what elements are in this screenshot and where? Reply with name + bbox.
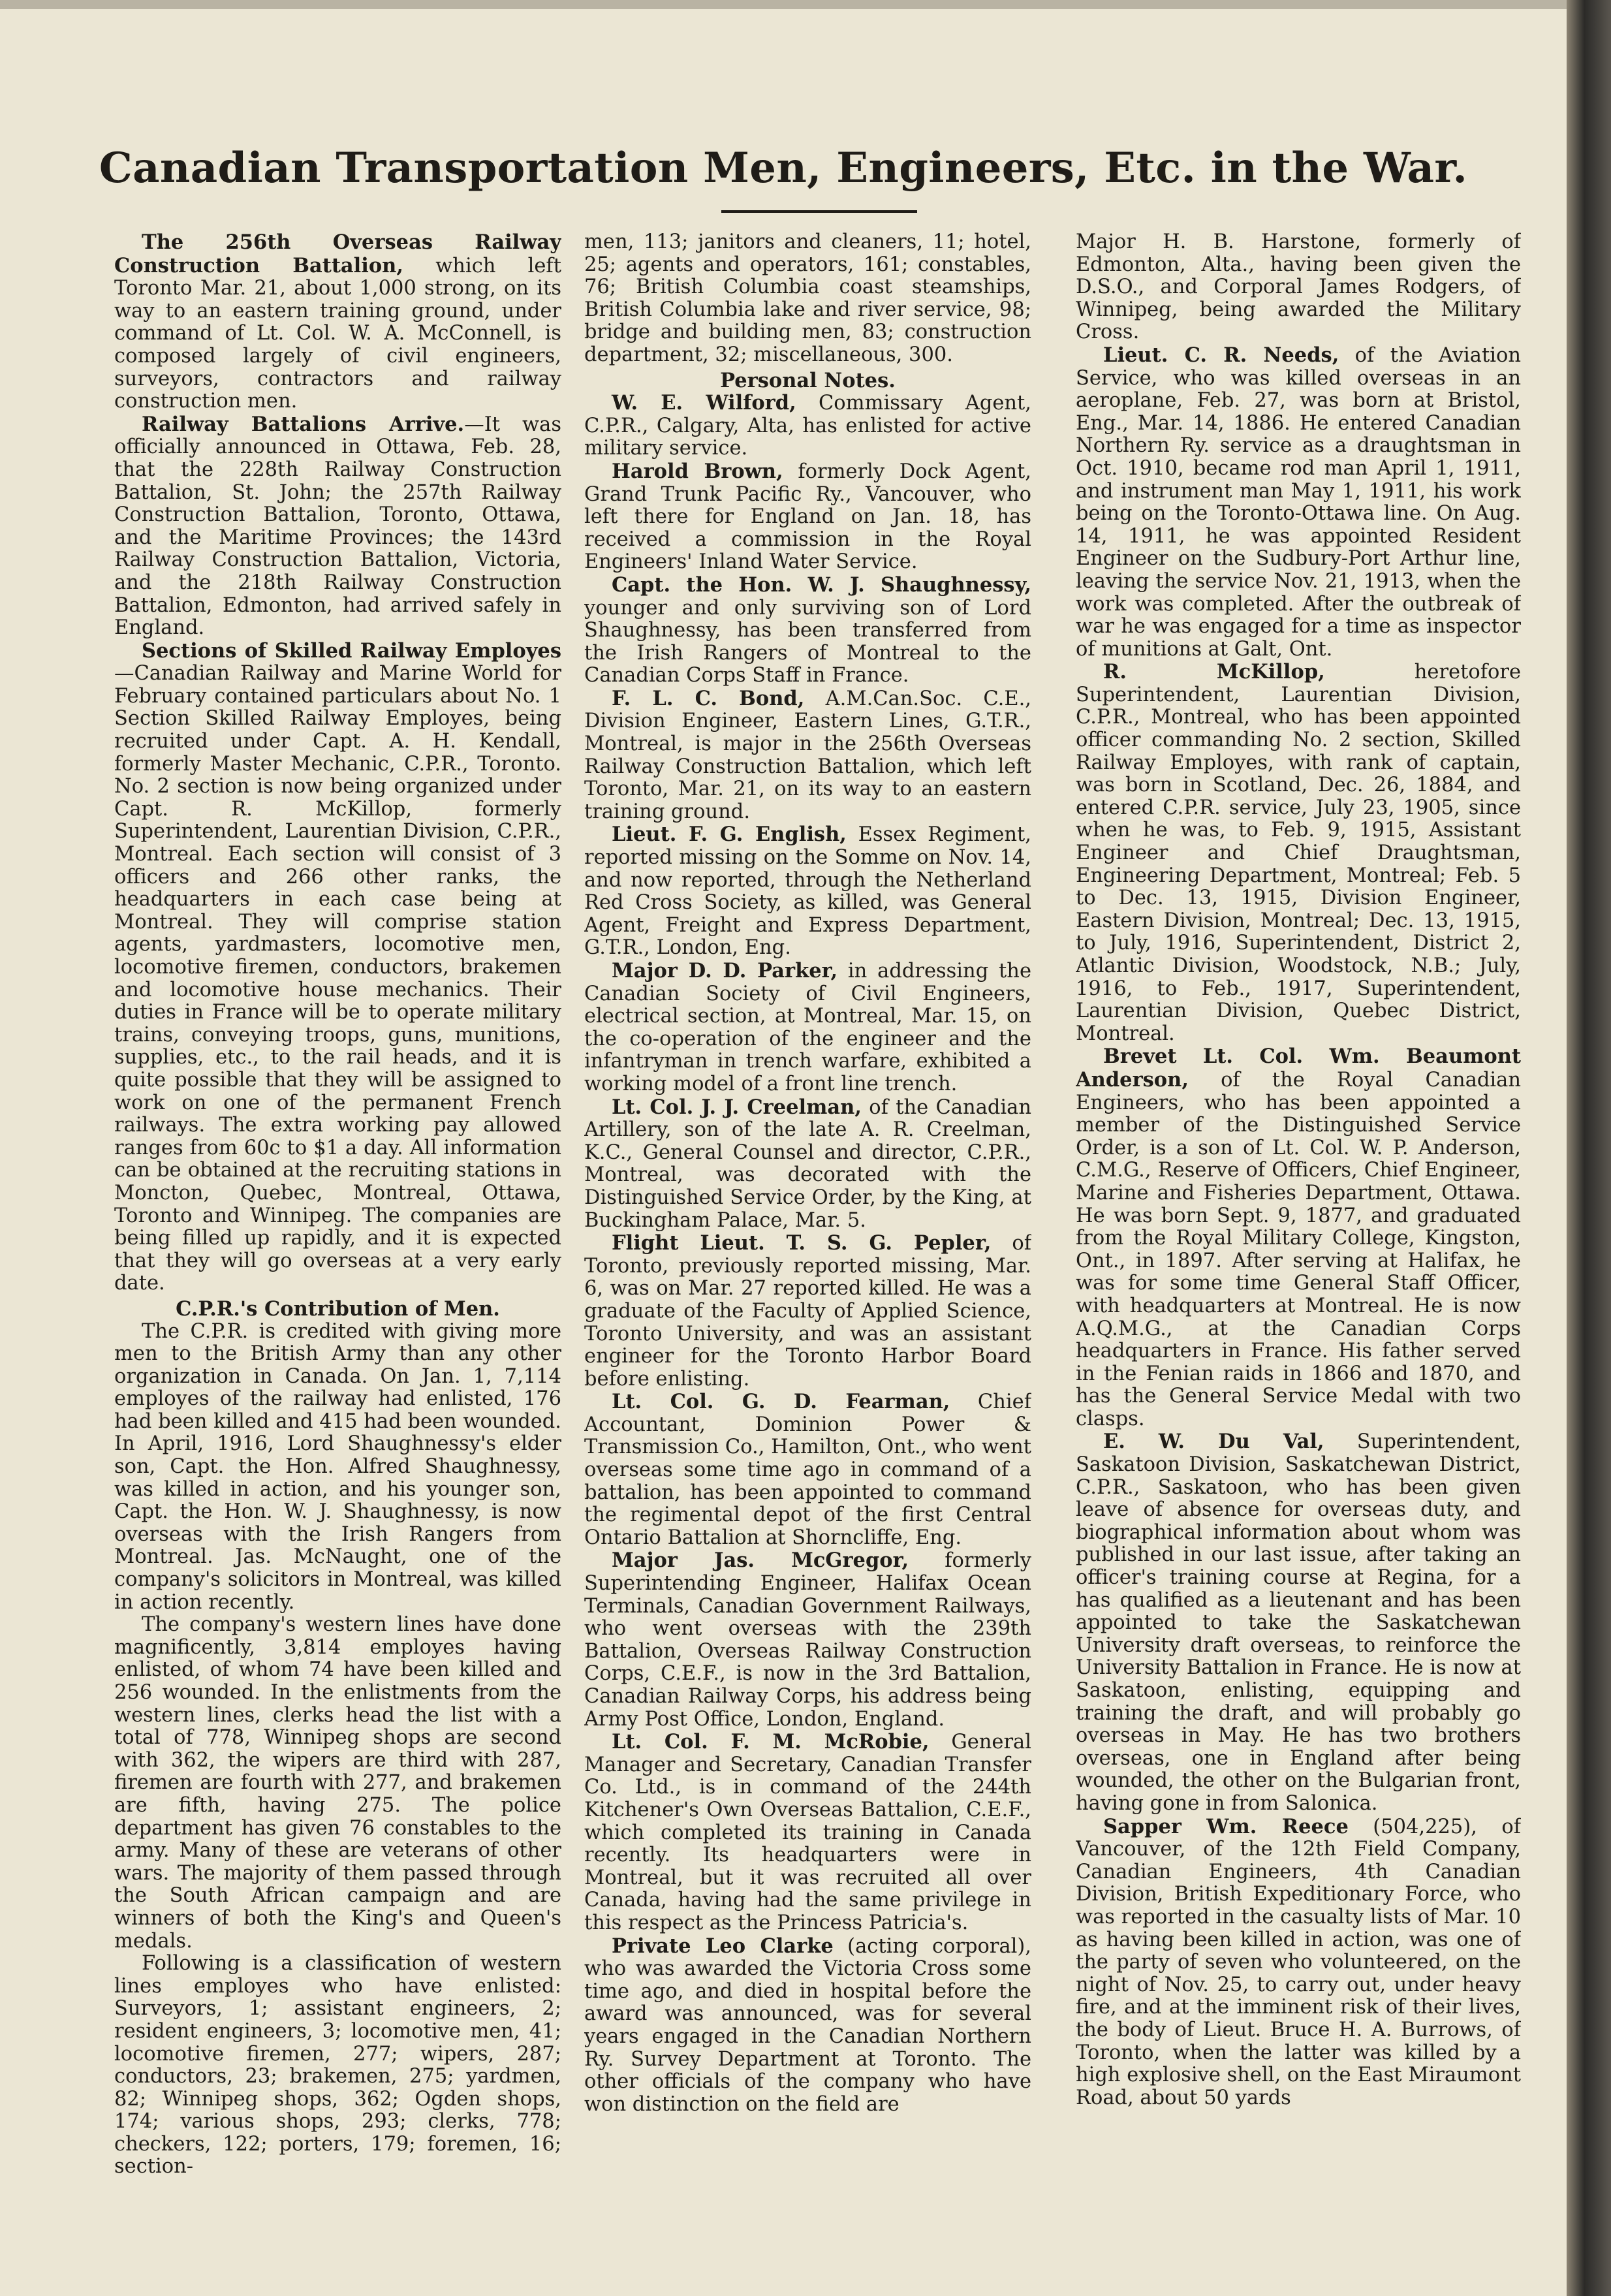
paragraph-text: of the Aviation Service, who was killed overseas in an aeroplane, Feb. 27, was born at Bristol, Eng., Mar. 14, 1886. He entered Canadian Northern Ry. service as a draughtsman in Oct. 1910, became rod man April 1, 1911, and instrument man May 1, 1911, his work being on the Toronto-Ottawa line. On Aug. 14, 1911, he was appointed Resident Engineer on the Sudbury-Port Arthur line, leaving the service Nov. 21, 1913, when the work was completed. After the outbreak of war he was engaged for a time as inspector of munitions at Galt, Ont. xyxy=(1076,343,1521,661)
paragraph-text: of the Canadian Artillery, son of the late A. R. Creelman, K.C., General Counsel and director, C.P.R., Montreal, was decorated with the Distinguished Service Order, by the King, at Buckingham Palace, Mar. 5. xyxy=(584,1095,1031,1232)
paragraph-text: (504,225), of Vancouver, of the 12th Field Company, Canadian Engineers, 4th Canadian Division, British Expeditionary Force, who was reported in the casualty lists of Mar. 10 as having been killed in action, was one of the party of seven who volunteered, on the night of Nov. 25, to carry out, under heavy fire, and at the imminent risk of their lives, the body of Lieut. Bruce H. A. Burrows, of Toronto, when the latter was killed by a high explosive shell, on the East Miraumont Road, about 50 yards xyxy=(1076,1815,1521,2109)
paragraph-text: formerly Dock Agent, Grand Trunk Pacific Ry., Vancouver, who left there for England on Jan. 18, has received a commission in the Royal Engineers' Inland Water Service. xyxy=(584,460,1031,574)
paragraph-text: of the Royal Canadian Engineers, who has been appointed a member of the Distinguished Service Order, is a son of Lt. Col. W. P. Anderson, C.M.G., Reserve of Officers, Chief Engineer, Marine and Fisheries Department, Ottawa. He was born Sept. 9, 1877, and graduated from the Royal Military College, Kingston, Ont., in 1897. After serving at Halifax, he was for some time General Staff Officer, with headquarters at Montreal. He is now A.Q.M.G., at the Canadian Corps headquarters in France. His father served in the Fenian raids in 1866 and 1870, and has the General Service Medal with two clasps. xyxy=(1076,1068,1521,1430)
scan-top-edge xyxy=(0,0,1567,9)
paragraph xyxy=(114,413,561,640)
binding-edge xyxy=(1567,0,1611,2296)
paragraph-lead: Major D. D. Parker, xyxy=(612,959,838,983)
paragraph-lead: Harold Brown, xyxy=(612,459,783,483)
paragraph-text: —Canadian Railway and Marine World for February contained particulars about No. 1 Section Skilled Railway Employes, being recruited under Capt. A. H. Kendall, formerly Master Mechanic, C.P.R., Toronto. No. 2 section is now being organized under Capt. R. McKillop, formerly Superintendent, Laurentian Division, C.P.R., Montreal. Each section will consist of 3 officers and 266 other ranks, the headquarters in each case being at Montreal. They will comprise station agents, yardmasters, locomotive men, locomotive firemen, conductors, brakemen and locomotive house mechanics. Their duties in France will be to operate military trains, conveying troops, guns, munitions, supplies, etc., to the rail heads, and it is quite possible that they will be assigned to work on one of the permanent French railways. The extra working pay allowed ranges from 60c to $1 a day. All information can be obtained at the recruiting stations in Moncton, Quebec, Montreal, Ottawa, Toronto and Winnipeg. The companies are being filled up rapidly, and it is expected that they will go overseas at a very early date. xyxy=(114,662,561,1295)
paragraph xyxy=(584,1549,1031,1731)
paragraph-text: men, 113; janitors and cleaners, 11; hotel, 25; agents and operators, 161; constables, 76; British Columbia coast steamships, British Columbia lake and river service, 98; bridge and building men, 83; construction department, 32; miscellaneous, 300. xyxy=(584,231,1031,366)
paragraph-text: of Toronto, previously reported missing, Mar. 6, was on Mar. 27 reported killed. He was a graduate of the Faculty of Applied Science, Toronto University, and was an assistant engineer for the Toronto Harbor Board before enlisting. xyxy=(584,1232,1031,1391)
paragraph-lead: E. W. Du Val, xyxy=(1103,1430,1324,1454)
paragraph-lead: Railway Battalions Arrive. xyxy=(142,412,465,436)
paragraph xyxy=(584,687,1031,824)
paragraph xyxy=(584,1096,1031,1233)
paragraph xyxy=(114,640,561,1295)
paragraph-lead: Lieut. C. R. Needs, xyxy=(1103,343,1339,367)
paragraph-text: heretofore Superintendent, Laurentian Division, C.P.R., Montreal, who has been appointed officer commanding No. 2 section, Skilled Railway Employes, with rank of captain, was born in Scotland, Dec. 26, 1884, and entered C.P.R. service, July 23, 1905, since when he was, to Feb. 9, 1915, Assistant Engineer and Chief Draughtsman, Engineering Department, Montreal; Feb. 5 to Dec. 13, 1915, Division Engineer, Eastern Division, Montreal; Dec. 13, 1915, to July, 1916, Superintendent, District 2, Atlantic Division, Woodstock, N.B.; July, 1916, to Feb., 1917, Superintendent, Laurentian Division, Quebec District, Montreal. xyxy=(1076,661,1521,1045)
paragraph xyxy=(1076,1045,1521,1430)
paragraph xyxy=(1076,1816,1521,2110)
column-right xyxy=(1076,231,1521,2288)
paragraph-lead: Lieut. F. G. English, xyxy=(612,823,847,847)
paragraph-text: Commissary Agent, C.P.R., Calgary, Alta, has enlisted for active military service. xyxy=(584,392,1031,460)
paragraph-text: Major H. B. Harstone, formerly of Edmonton, Alta., having been given the D.S.O., and Corporal James Rodgers, of Winnipeg, being awarded the Military Cross. xyxy=(1076,231,1521,344)
paragraph xyxy=(584,574,1031,687)
column-left xyxy=(114,231,561,2288)
paragraph xyxy=(584,231,1031,367)
paragraph-lead: Lt. Col. G. D. Fearman, xyxy=(612,1390,950,1414)
paragraph-lead: Private Leo Clarke xyxy=(612,1934,834,1958)
paragraph-text: Chief Accountant, Dominion Power & Transmission Co., Hamilton, Ont., who went overseas some time ago in command of a battalion, has been appointed to command the regimental depot of the first Central Ontario Battalion at Shorncliffe, Eng. xyxy=(584,1391,1031,1549)
paragraph-text: —It was officially announced in Ottawa, Feb. 28, that the 228th Railway Construction Battalion, St. John; the 257th Railway Construction Battalion, Toronto, Ottawa, and the Maritime Provinces; the 143rd Railway Construction Battalion, Victoria, and the 218th Railway Construction Battalion, Edmonton, had arrived safely in England. xyxy=(114,413,561,640)
paragraph-text: in addressing the Canadian Society of Civil Engineers, electrical section, at Montreal, Mar. 15, on the co-operation of the engineer and the infantryman in trench warfare, exhibited a working model of a front line trench. xyxy=(584,960,1031,1095)
paragraph xyxy=(584,392,1031,460)
paragraph-text: General Manager and Secretary, Canadian Transfer Co. Ltd., is in command of the 244th Kitchener's Own Overseas Battalion, C.E.F., which completed its training in Canada recently. Its headquarters were in Montreal, but it was recruited all over Canada, having had the same privilege in this respect as the Princess Patricia's. xyxy=(584,1731,1031,1934)
article-title: Canadian Transportation Men, Engineers, Etc. in the War. xyxy=(99,144,1468,193)
paragraph xyxy=(584,460,1031,574)
paragraph xyxy=(114,231,561,413)
paragraph xyxy=(1076,231,1521,344)
paragraph-lead: Flight Lieut. T. S. G. Pepler, xyxy=(612,1231,992,1255)
paragraph-lead: R. McKillop, xyxy=(1103,660,1325,684)
paragraph xyxy=(1076,1430,1521,1815)
section-heading: C.P.R.'s Contribution of Men. xyxy=(176,1297,500,1321)
paragraph xyxy=(584,960,1031,1096)
title-rule xyxy=(721,210,917,213)
paragraph-text: Following is a classification of western lines employes who have enlisted: Surveyors, 1; assistant engineers, 2; resident engineers, 3; locomotive men, 41; locomotive firemen, 277; wipers, 287; conductors, 23; brakemen, 275; yardmen, 82; Winnipeg shops, 362; Ogden shops, 174; various shops, 293; clerks, 778; checkers, 122; porters, 179; foremen, 16; section- xyxy=(114,1952,561,2178)
paragraph xyxy=(584,1391,1031,1549)
paragraph-lead: F. L. C. Bond, xyxy=(612,686,805,710)
paragraph xyxy=(584,1232,1031,1391)
paragraph-text: The C.P.R. is credited with giving more men to the British Army than any other organization in Canada. On Jan. 1, 7,114 employes of the railway had enlisted, 176 had been killed and 415 had been wounded. In April, 1916, Lord Shaughnessy's elder son, Capt. the Hon. Alfred Shaughnessy, was killed in action, and his younger son, Capt. the Hon. W. J. Shaughnessy, is now overseas with the Irish Rangers from Montreal. Jas. McNaught, one of the company's solicitors in Montreal, was killed in action recently. xyxy=(114,1319,561,1614)
paragraph-lead: The 256th Overseas Railway Construction Battalion, xyxy=(114,231,561,277)
paragraph-lead: Capt. the Hon. W. J. Shaughnessy, xyxy=(612,573,1031,597)
paragraph-lead: Sapper Wm. Reece xyxy=(1103,1814,1349,1838)
paragraph-text: formerly Superintending Engineer, Halifax Ocean Terminals, Canadian Government Railways, who went overseas with the 239th Battalion, Overseas Railway Construction Corps, C.E.F., is now in the 3rd Battalion, Canadian Railway Corps, his address being Army Post Office, London, England. xyxy=(584,1549,1031,1731)
paragraph-text: A.M.Can.Soc. C.E., Division Engineer, Eastern Lines, G.T.R., Montreal, is major in the 256th Overseas Railway Construction Battalion, which left Toronto, Mar. 21, on its way to an eastern training ground. xyxy=(584,687,1031,823)
paragraph xyxy=(584,823,1031,960)
paragraph-lead: Lt. Col. J. J. Creelman, xyxy=(612,1095,862,1119)
paragraph-text: Superintendent, Saskatoon Division, Saskatchewan District, C.P.R., Saskatoon, who has been given leave of absence for overseas duty, and biographical information about whom was published in our last issue, after taking an officer's training course at Regina, for a has qualified as a lieutenant and has been appointed to take the Saskatchewan University draft overseas, to reinforce the University Battalion in France. He is now at Saskatoon, enlisting, equipping and training the draft, and will probably go overseas in May. He has two brothers overseas, one in England after being wounded, the other on the Bulgarian front, having gone in from Salonica. xyxy=(1076,1430,1521,1815)
paragraph-lead: Brevet Lt. Col. Wm. Beaumont Anderson, xyxy=(1076,1045,1521,1092)
paragraph-text: younger and only surviving son of Lord Shaughnessy, has been transferred from the Irish Rangers of Montreal to the Canadian Corps Staff in France. xyxy=(584,596,1031,687)
paragraph-text: The company's western lines have done magnificently, 3,814 employes having enlisted, of whom 74 have been killed and 256 wounded. In the enlistments from the western lines, clerks head the list with a total of 778, Winnipeg shops are second with 362, the wipers are third with 287, firemen are fourth with 277, and brakemen are fifth, having 275. The police department has given 76 constables to the army. Many of these are veterans of other wars. The majority of them passed through the South African campaign and are winners of both the King's and Queen's medals. xyxy=(114,1613,561,1953)
paragraph-lead: Major Jas. McGregor, xyxy=(612,1549,909,1573)
paragraph xyxy=(584,1935,1031,2116)
paragraph xyxy=(1076,661,1521,1045)
paragraph-text: (acting corporal), who was awarded the Victoria Cross some time ago, and died in hospital before the award was announced, was for several years engaged in the Canadian Northern Ry. Survey Department at Toronto. The other officials of the company who have won distinction on the field are xyxy=(584,1934,1031,2116)
paragraph-lead: W. E. Wilford, xyxy=(612,391,796,415)
paragraph xyxy=(114,1614,561,1953)
paragraph xyxy=(584,1731,1031,1934)
paragraph-text: Essex Regiment, reported missing on the Somme on Nov. 14, and now reported, through the Netherland Red Cross Society, as killed, was General Agent, Freight and Express Department, G.T.R., London, Eng. xyxy=(584,823,1031,960)
section-heading: Personal Notes. xyxy=(720,368,896,392)
paragraph xyxy=(1076,344,1521,661)
paragraph-lead: Sections of Skilled Railway Employes xyxy=(142,638,561,663)
column-middle xyxy=(584,231,1031,2288)
paragraph xyxy=(114,1321,561,1614)
paragraph-text: which left Toronto Mar. 21, about 1,000 strong, on its way to an eastern training ground, under command of Lt. Col. W. A. McConnell, is composed largely of civil engineers, surveyors, contractors and railway construction men. xyxy=(114,254,561,413)
paragraph xyxy=(114,1953,561,2178)
paragraph-lead: Lt. Col. F. M. McRobie, xyxy=(612,1730,930,1754)
